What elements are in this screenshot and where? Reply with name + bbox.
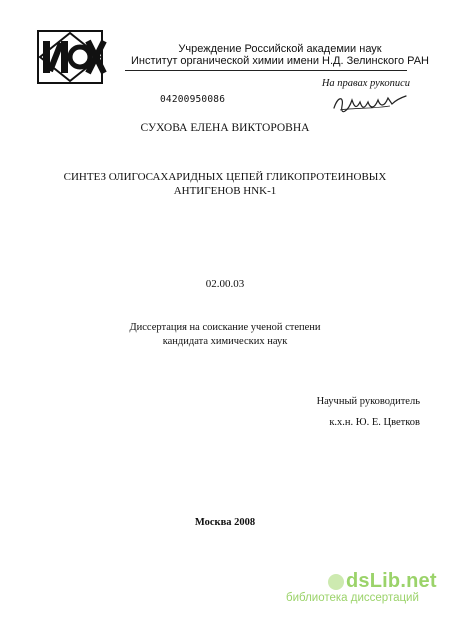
institution-name: Учреждение Российской академии наук xyxy=(178,43,382,55)
thesis-title-line1: СИНТЕЗ ОЛИГОСАХАРИДНЫХ ЦЕПЕЙ ГЛИКОПРОТЕИНОВЫХ xyxy=(63,171,387,183)
header-divider xyxy=(125,70,407,71)
watermark-dot-icon xyxy=(328,574,344,590)
institute-name: Институт органической химии имени Н.Д. Зелинского РАН xyxy=(131,55,429,67)
watermark-tagline: библиотека диссертаций xyxy=(286,592,419,604)
institute-logo-icon xyxy=(30,27,110,87)
author-name: СУХОВА ЕЛЕНА ВИКТОРОВНА xyxy=(140,122,310,134)
rights-note: На правах рукописи xyxy=(321,78,410,89)
signature-icon xyxy=(330,92,410,114)
registration-number: 04200950086 xyxy=(160,94,226,105)
degree-line2: кандидата химических наук xyxy=(162,336,288,347)
watermark-domain: dsLib.net xyxy=(346,570,437,592)
specialty-code: 02.00.03 xyxy=(205,278,245,290)
watermark xyxy=(268,570,448,612)
advisor-name: к.х.н. Ю. Е. Цветков xyxy=(329,417,420,428)
thesis-title-line2: АНТИГЕНОВ HNK-1 xyxy=(173,185,277,197)
city-year: Москва 2008 xyxy=(194,517,256,528)
degree-line1: Диссертация на соискание ученой степени xyxy=(129,322,321,333)
advisor-label: Научный руководитель xyxy=(316,396,420,407)
